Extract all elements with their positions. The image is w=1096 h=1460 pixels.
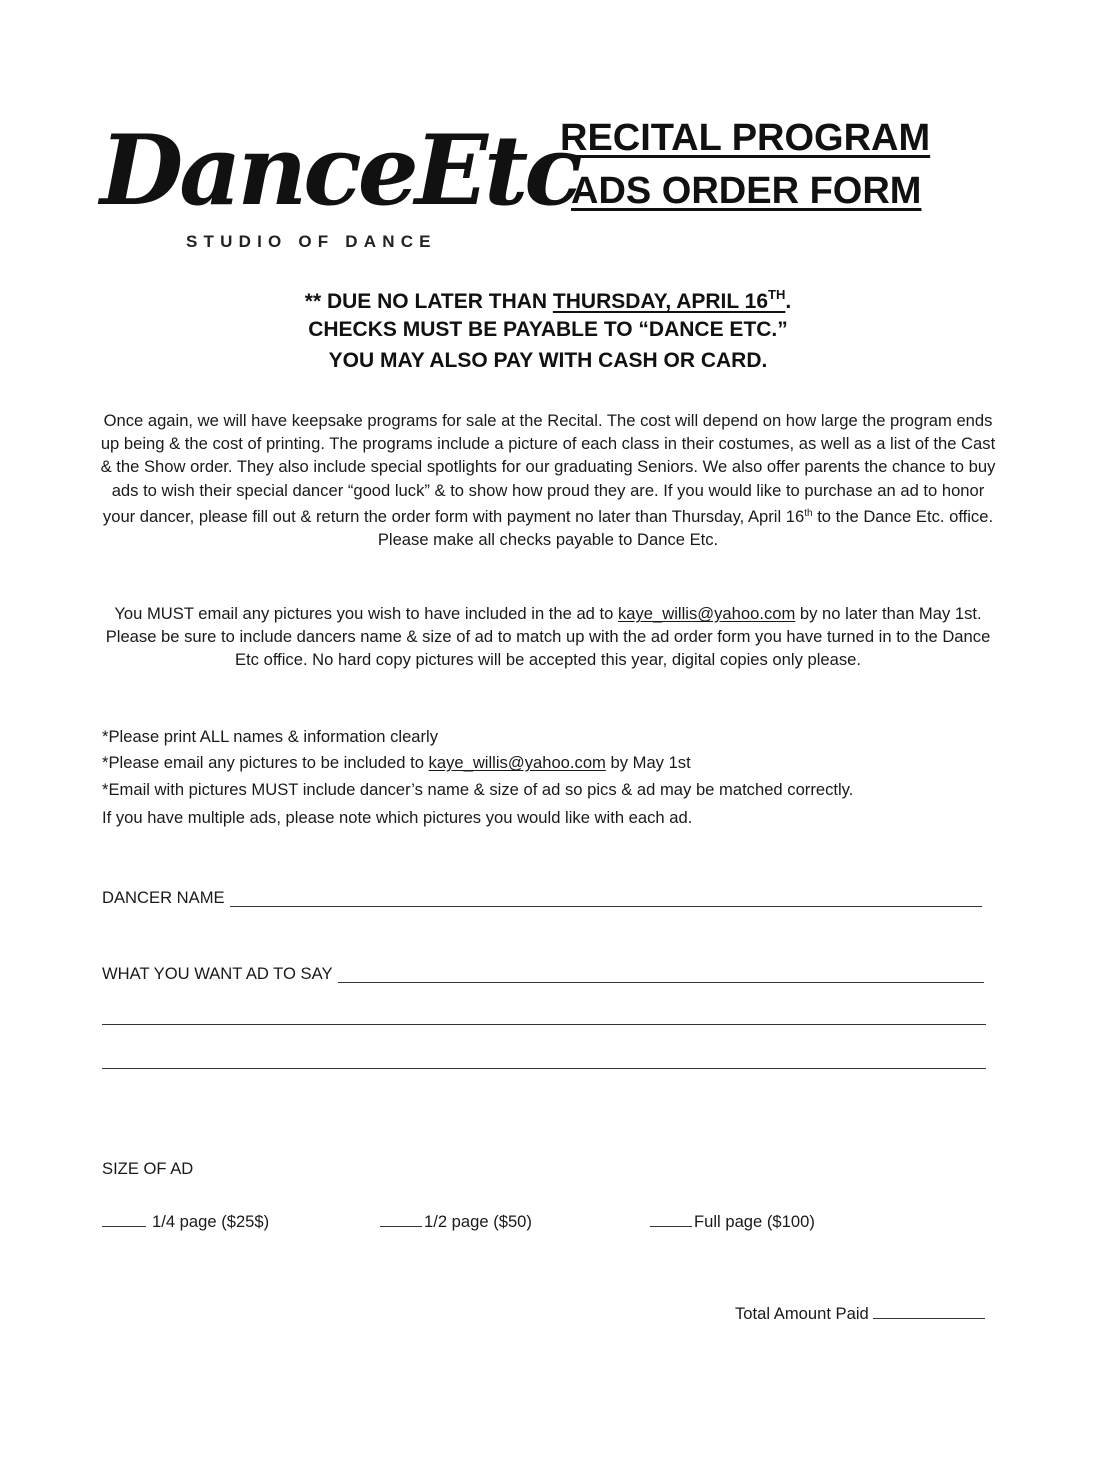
note-print-clearly: *Please print ALL names & information clearly: [102, 727, 439, 746]
due-notice-line-1: [0, 287, 1096, 314]
intro-superscript: th: [804, 507, 813, 519]
full-page-label: Full page ($100): [694, 1212, 815, 1231]
full-page-blank[interactable]: [650, 1212, 692, 1227]
note-email-suffix: by May 1st: [605, 753, 691, 772]
logo-subtitle: STUDIO OF DANCE: [186, 232, 437, 251]
due-date: [552, 287, 786, 313]
intro-paragraph: [100, 409, 996, 551]
total-amount-field[interactable]: [873, 1304, 985, 1319]
form-title-line-2: ADS ORDER FORM: [571, 170, 922, 212]
ad-text-field-line-1[interactable]: [338, 982, 984, 983]
half-page-label: 1/2 page ($50): [424, 1212, 532, 1231]
note-email-prefix: *Please email any pictures to be included to: [102, 753, 429, 772]
total-amount-paid: [735, 1304, 987, 1324]
due-period: .: [785, 290, 792, 313]
ad-size-option-quarter[interactable]: [102, 1212, 269, 1232]
email-link[interactable]: kaye_willis@yahoo.com: [617, 604, 796, 623]
dancer-name-field[interactable]: [230, 906, 982, 907]
email-paragraph: [100, 602, 996, 672]
half-page-blank[interactable]: [380, 1212, 422, 1227]
note-email-link[interactable]: kaye_willis@yahoo.com: [428, 753, 606, 772]
intro-text-part-2: to the Dance Etc. office. Please make all checks payable to Dance Etc.: [377, 506, 994, 550]
form-title-line-1: RECITAL PROGRAM: [560, 117, 931, 159]
quarter-page-label: 1/4 page ($25$): [152, 1212, 270, 1231]
due-notice-line-3: YOU MAY ALSO PAY WITH CASH OR CARD.: [328, 349, 768, 372]
intro-text-part-1: Once again, we will have keepsake programs for sale at the Recital. The cost will depend on how large the program ends up being & the cost of printing. The programs include a picture of each class in their costumes, as well as a list of the Cast & the Show order. They also include special spotlights for our graduating Seniors. We also offer parents the chance to buy ads to wish their special dancer “good luck” & to show how proud they are. If you would like to purchase an ad to honor your dancer, please fill out & return the order form with payment no later than Thursday, April 16: [100, 411, 996, 526]
due-date-text: THURSDAY, APRIL 16: [552, 290, 769, 313]
logo-script-text: DanceEtc: [100, 114, 579, 227]
total-amount-label: Total Amount Paid: [735, 1304, 869, 1323]
note-include-name: *Email with pictures MUST include dancer’s name & size of ad so pics & ad may be matched correctly.: [102, 780, 854, 799]
due-notice-line-2: CHECKS MUST BE PAYABLE TO “DANCE ETC.”: [308, 318, 788, 341]
ad-text-field-line-3[interactable]: [102, 1068, 986, 1069]
ad-text-label: WHAT YOU WANT AD TO SAY: [102, 964, 333, 983]
email-text-part-1: You MUST email any pictures you wish to have included in the ad to: [114, 604, 618, 623]
due-prefix: ** DUE NO LATER THAN: [304, 290, 553, 313]
quarter-page-blank[interactable]: [102, 1212, 146, 1227]
ad-text-field-line-2[interactable]: [102, 1024, 986, 1025]
dancer-name-label: DANCER NAME: [102, 888, 225, 907]
due-date-suffix: TH: [768, 287, 786, 302]
ad-size-option-full[interactable]: [650, 1212, 815, 1232]
email-text-part-2: by no later than May 1st. Please be sure to include dancers name & size of ad to match up with the ad order form you have turned in to the Dance Etc office. No hard copy pictures will be accepted this year, digital copies only please.: [105, 604, 991, 670]
ad-size-label: SIZE OF AD: [102, 1159, 194, 1178]
note-multiple-ads: If you have multiple ads, please note which pictures you would like with each ad.: [102, 808, 693, 827]
ad-size-option-half[interactable]: [380, 1212, 532, 1232]
studio-logo: [100, 112, 579, 227]
note-email-pictures: [102, 753, 691, 773]
